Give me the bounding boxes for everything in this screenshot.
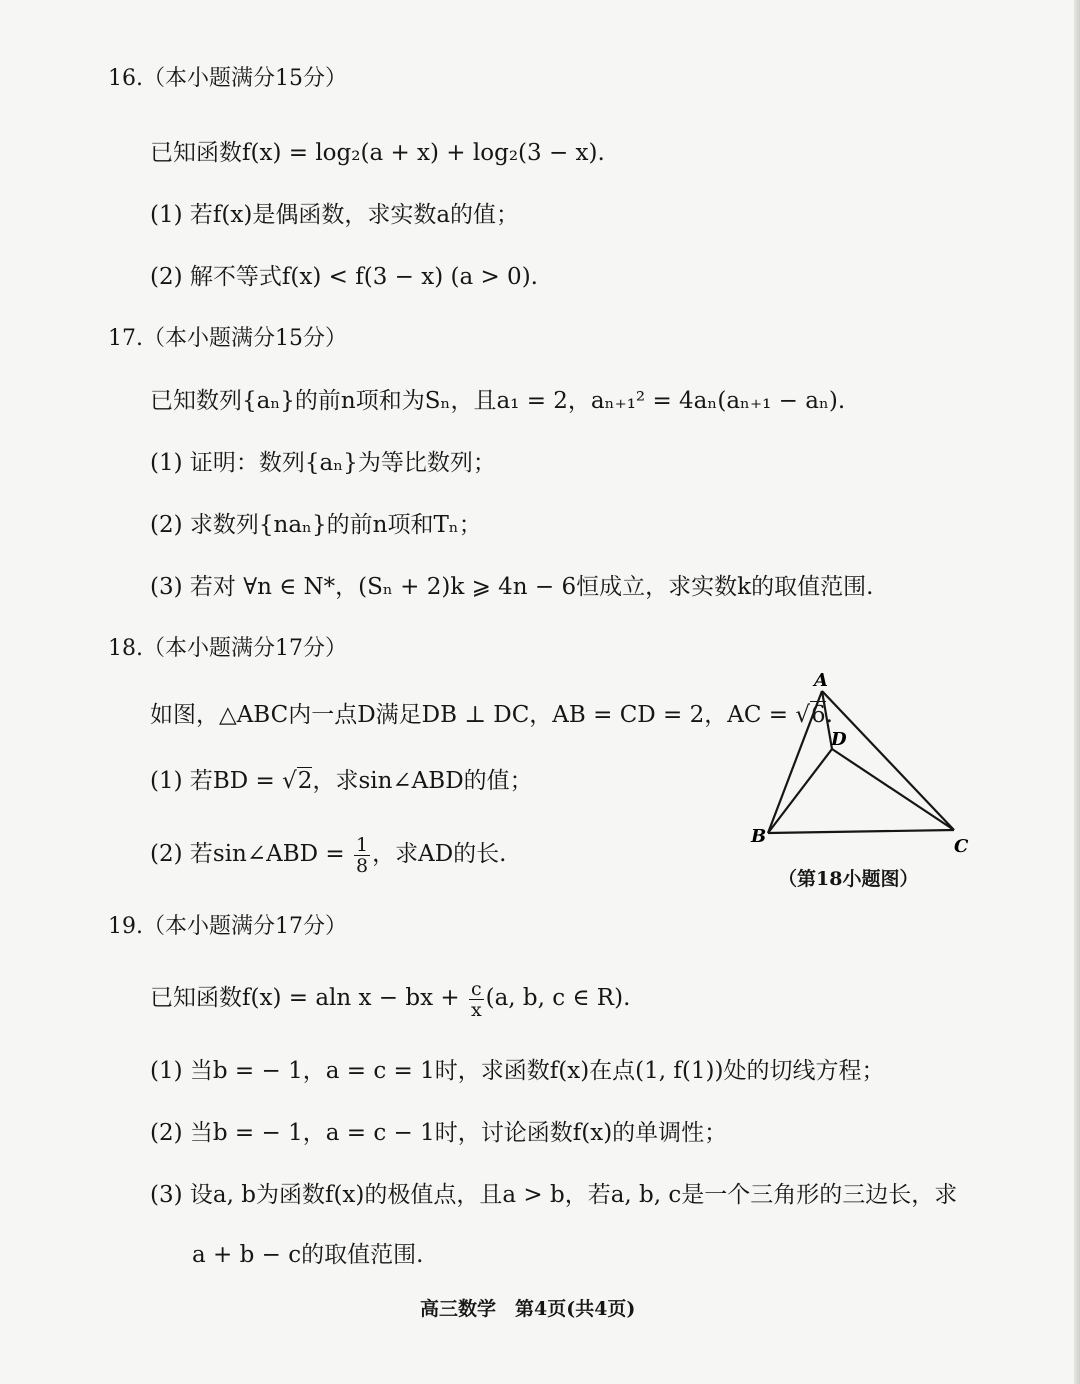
figure-caption: （第18小题图） [778,868,919,890]
fraction-denominator: 8 [355,854,369,877]
q18-part2 [150,828,506,880]
q17-part2: (2) 求数列{naₙ}的前n项和Tₙ； [150,512,482,538]
q18-stem-radicand: 6 [811,702,826,728]
scan-edge [1074,0,1080,1384]
q19-part2: (2) 当b = − 1，a = c − 1时，讨论函数f(x)的单调性； [150,1120,728,1146]
q17-stem: 已知数列{aₙ}的前n项和为Sₙ，且a₁ = 2，aₙ₊₁² = 4aₙ(aₙ₊₁ − aₙ). [150,388,846,414]
q18-part1 [150,766,533,796]
page-footer: 高三数学 第4页(共4页) [420,1298,636,1320]
q19-part3: (3) 设a, b为函数f(x)的极值点，且a > b，若a, b, c是一个三角形的三边长，求 [150,1182,958,1208]
edge-cd [832,749,954,830]
sqrt-sign: √ [795,702,811,728]
q16-header: 16.（本小题满分15分） [108,66,347,91]
q19-stem [150,972,630,1024]
q18-stem [150,700,833,730]
fraction-denominator: x [470,998,482,1021]
q16-stem: 已知函数f(x) = log₂(a + x) + log₂(3 − x). [150,140,605,166]
q16-part2: (2) 解不等式f(x) < f(3 − x) (a > 0). [150,264,538,290]
q18-part1-prefix: (1) 若BD = [150,768,283,794]
q19-part3-continued: a + b − c的取值范围. [192,1242,424,1268]
vertex-label-c: C [954,836,969,857]
vertex-label-a: A [814,670,828,691]
q19-stem-suffix: (a, b, c ∈ R). [485,985,631,1011]
fraction-numerator: 1 [355,833,369,856]
q19-header: 19.（本小题满分17分） [108,914,347,939]
q17-part1: (1) 证明：数列{aₙ}为等比数列； [150,450,496,476]
q19-stem-prefix: 已知函数f(x) = aln x − bx + [150,985,467,1011]
edge-ac [822,691,954,830]
q18-header: 18.（本小题满分17分） [108,636,347,661]
q17-header: 17.（本小题满分15分） [108,326,347,351]
q18-part2-prefix: (2) 若sin∠ABD = [150,841,352,867]
q18-part2-suffix: ，求AD的长. [372,841,507,867]
q18-part1-suffix: ，求sin∠ABD的值； [312,768,533,794]
vertex-label-b: B [751,826,767,847]
q18-part2-fraction [354,835,370,876]
q18-part1-radicand: 2 [297,768,313,794]
edge-bd [768,749,832,833]
q18-stem-prefix: 如图，△ABC内一点D满足DB ⊥ DC，AB = CD = 2，AC = [150,702,796,728]
edge-bc [768,830,954,833]
triangle-figure [740,665,980,865]
q17-part3: (3) 若对 ∀n ∈ N*，(Sₙ + 2)k ⩾ 4n − 6恒成立，求实数k的取值范围. [150,574,874,600]
sqrt-sign: √ [282,768,297,794]
edge-ab [768,691,822,833]
q16-part1: (1) 若f(x)是偶函数，求实数a的值； [150,202,520,228]
q19-stem-fraction [469,979,484,1020]
fraction-numerator: c [470,977,482,1000]
vertex-label-d: D [831,729,847,750]
q19-part1: (1) 当b = − 1，a = c = 1时，求函数f(x)在点(1, f(1))处的切线方程； [150,1058,885,1084]
q18-stem-suffix: . [825,702,833,728]
